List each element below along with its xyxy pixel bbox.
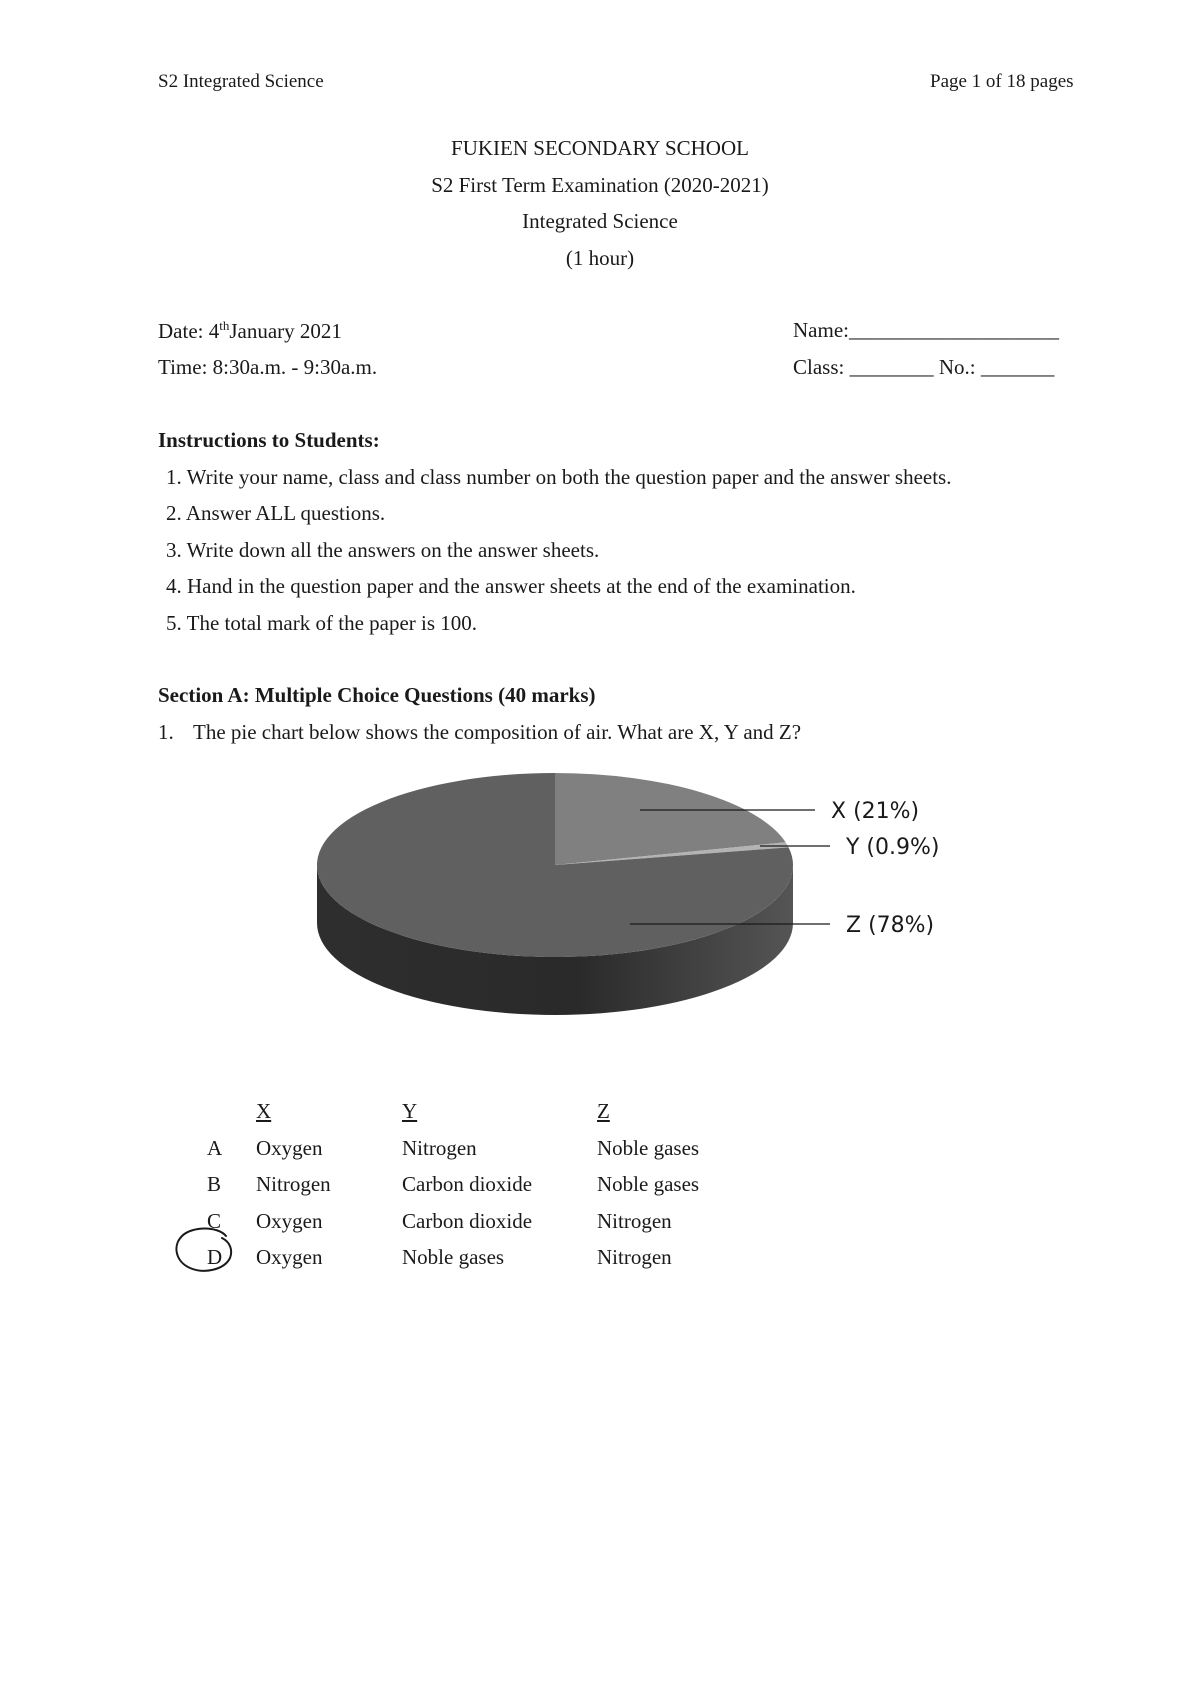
exam-duration: (1 hour) bbox=[565, 246, 635, 270]
option-z: Noble gases bbox=[597, 1136, 700, 1160]
option-z: Nitrogen bbox=[597, 1245, 672, 1269]
answer-circle-mark bbox=[170, 1222, 250, 1286]
header-subject: S2 Integrated Science bbox=[158, 71, 324, 92]
option-y: Carbon dioxide bbox=[402, 1172, 533, 1196]
instruction-item: 5. The total mark of the paper is 100. bbox=[166, 611, 478, 635]
name-field[interactable]: Name:____________________ bbox=[793, 318, 1059, 342]
instruction-item: 1. Write your name, class and class number on both the question paper and the answer sheets. bbox=[166, 465, 952, 489]
header-page-number: Page 1 of 18 pages bbox=[930, 71, 1074, 92]
option-letter: D bbox=[207, 1245, 223, 1269]
section-a-heading: Section A: Multiple Choice Questions (40 marks) bbox=[158, 683, 596, 707]
column-header-x: X bbox=[256, 1099, 272, 1123]
column-header-y: Y bbox=[402, 1099, 418, 1123]
class-number-field[interactable]: Class: ________ No.: _______ bbox=[793, 355, 1055, 379]
option-letter: A bbox=[207, 1136, 223, 1160]
instruction-item: 3. Write down all the answers on the answer sheets. bbox=[166, 538, 600, 562]
exam-time: Time: 8:30a.m. - 9:30a.m. bbox=[158, 355, 378, 379]
pie-slice-label: Y (0.9%) bbox=[846, 835, 940, 860]
instruction-item: 4. Hand in the question paper and the answer sheets at the end of the examination. bbox=[166, 574, 856, 598]
option-y: Carbon dioxide bbox=[402, 1209, 533, 1233]
option-z: Nitrogen bbox=[597, 1209, 672, 1233]
pie-slice-label: Z (78%) bbox=[846, 913, 935, 938]
instructions-heading: Instructions to Students: bbox=[158, 428, 380, 452]
instruction-item: 2. Answer ALL questions. bbox=[166, 501, 386, 525]
option-x: Oxygen bbox=[256, 1245, 323, 1269]
exam-title: S2 First Term Examination (2020-2021) bbox=[431, 173, 769, 197]
column-header-z: Z bbox=[597, 1099, 610, 1123]
option-y: Nitrogen bbox=[402, 1136, 477, 1160]
exam-date: Date: 4thJanuary 2021 bbox=[158, 318, 342, 343]
option-x: Oxygen bbox=[256, 1136, 323, 1160]
pie-slice-label: X (21%) bbox=[831, 799, 920, 824]
option-letter: C bbox=[207, 1209, 222, 1233]
option-x: Oxygen bbox=[256, 1209, 323, 1233]
question-number: 1. bbox=[158, 720, 174, 744]
subject-title: Integrated Science bbox=[522, 209, 678, 233]
question-text: The pie chart below shows the composition of air. What are X, Y and Z? bbox=[193, 720, 802, 744]
option-x: Nitrogen bbox=[256, 1172, 331, 1196]
school-name: FUKIEN SECONDARY SCHOOL bbox=[451, 136, 749, 160]
option-z: Noble gases bbox=[597, 1172, 700, 1196]
option-letter: B bbox=[207, 1172, 222, 1196]
option-y: Noble gases bbox=[402, 1245, 505, 1269]
